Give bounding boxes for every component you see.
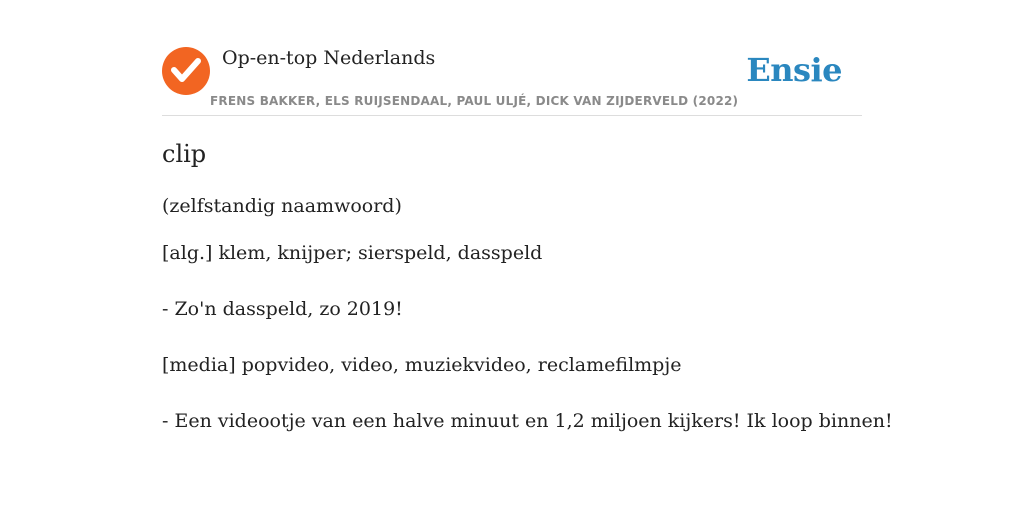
brand-logo[interactable]: Ensie (746, 51, 842, 89)
example-line: - Zo'n dasspeld, zo 2019! (162, 298, 403, 320)
source-header (162, 40, 862, 116)
definition-line: [media] popvideo, video, muziekvideo, reclamefilmpje (162, 354, 682, 376)
source-title[interactable]: Op-en-top Nederlands (222, 47, 436, 69)
example-line: - Een videootje van een halve minuut en 1,2 miljoen kijkers! Ik loop binnen! (162, 410, 893, 432)
definition-line: [alg.] klem, knijper; sierspeld, dasspeld (162, 242, 543, 264)
source-authors: FRENS BAKKER, ELS RUIJSENDAAL, PAUL ULJÉ, DICK VAN ZIJDERVELD (2022) (210, 94, 739, 108)
checkmark-circle-icon (162, 47, 210, 95)
headword: clip (162, 140, 207, 168)
entry-card (162, 40, 893, 432)
part-of-speech: (zelfstandig naamwoord) (162, 195, 402, 217)
